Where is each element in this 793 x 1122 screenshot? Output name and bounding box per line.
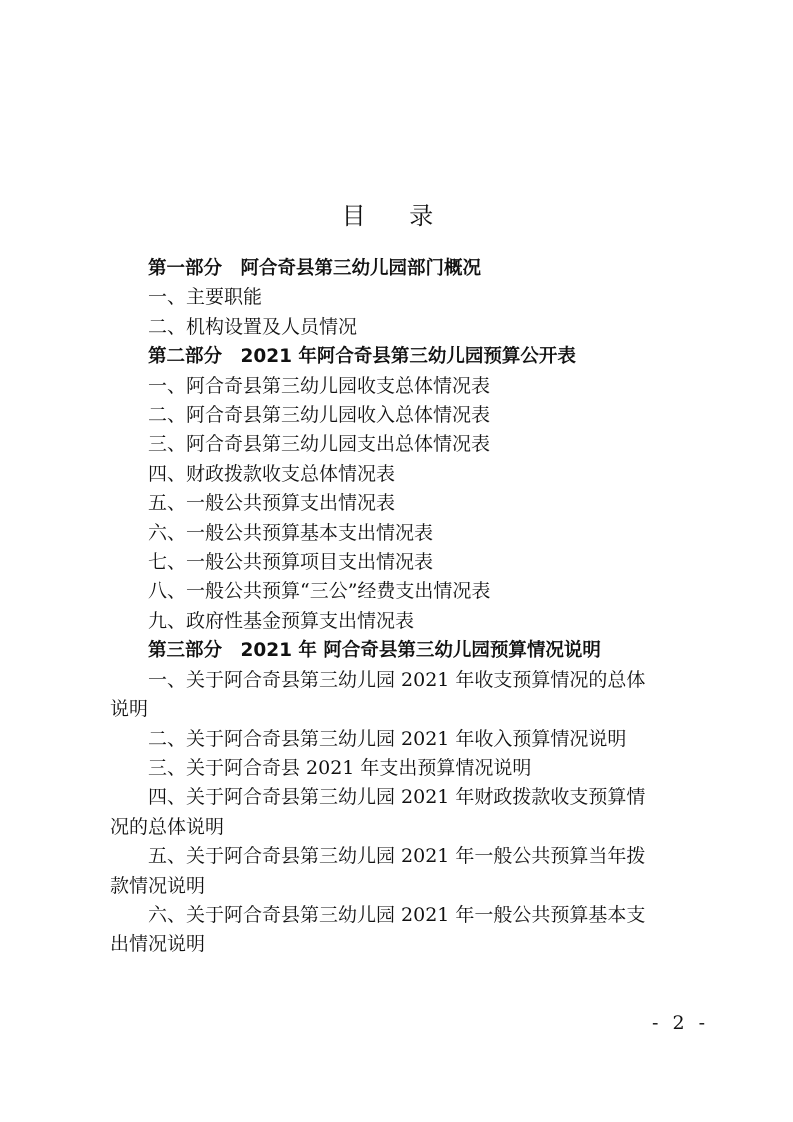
part2-item-8: 八、一般公共预算“三公”经费支出情况表 bbox=[148, 580, 491, 603]
part2-item-5: 五、一般公共预算支出情况表 bbox=[148, 492, 396, 515]
toc-title: 目 录 bbox=[341, 202, 452, 230]
part3-item-5-line2: 款情况说明 bbox=[110, 874, 206, 897]
part3-item-4-line2: 况的总体说明 bbox=[110, 815, 225, 838]
part3-item-5-line1: 五、关于阿合奇县第三幼儿园 2021 年一般公共预算当年拨 bbox=[148, 845, 646, 868]
part1-item-1: 一、主要职能 bbox=[148, 286, 263, 309]
part3-item-1-line1: 一、关于阿合奇县第三幼儿园 2021 年收支预算情况的总体 bbox=[148, 668, 646, 691]
part3-heading: 第三部分 2021 年 阿合奇县第三幼儿园预算情况说明 bbox=[148, 640, 601, 662]
part2-item-1: 一、阿合奇县第三幼儿园收支总体情况表 bbox=[148, 374, 491, 397]
part2-item-2: 二、阿合奇县第三幼儿园收入总体情况表 bbox=[148, 404, 491, 427]
part2-item-3: 三、阿合奇县第三幼儿园支出总体情况表 bbox=[148, 433, 491, 456]
part2-item-4: 四、财政拨款收支总体情况表 bbox=[148, 462, 396, 485]
part1-item-2: 二、机构设置及人员情况 bbox=[148, 315, 358, 338]
part3-item-3: 三、关于阿合奇县 2021 年支出预算情况说明 bbox=[148, 756, 532, 779]
part2-heading: 第二部分 2021 年阿合奇县第三幼儿园预算公开表 bbox=[148, 346, 576, 368]
part3-item-6-line1: 六、关于阿合奇县第三幼儿园 2021 年一般公共预算基本支 bbox=[148, 903, 646, 926]
part1-heading: 第一部分 阿合奇县第三幼儿园部门概况 bbox=[148, 258, 482, 279]
part2-item-7: 七、一般公共预算项目支出情况表 bbox=[148, 551, 434, 574]
part2-item-9: 九、政府性基金预算支出情况表 bbox=[148, 609, 415, 632]
table-of-contents bbox=[110, 254, 710, 960]
part2-item-6: 六、一般公共预算基本支出情况表 bbox=[148, 521, 434, 544]
part3-item-1-line2: 说明 bbox=[110, 698, 149, 721]
part3-item-6-line2: 出情况说明 bbox=[110, 933, 206, 956]
part3-item-2: 二、关于阿合奇县第三幼儿园 2021 年收入预算情况说明 bbox=[148, 727, 627, 750]
page-number: - 2 - bbox=[652, 1012, 710, 1034]
part3-item-4-line1: 四、关于阿合奇县第三幼儿园 2021 年财政拨款收支预算情 bbox=[148, 786, 646, 809]
